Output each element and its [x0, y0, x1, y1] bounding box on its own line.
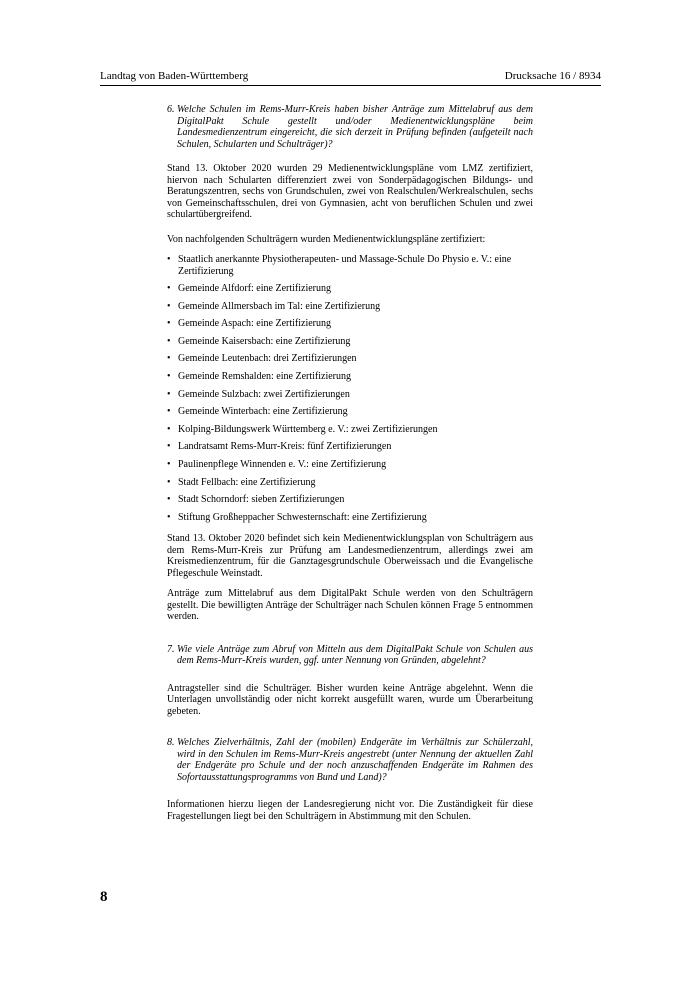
- list-item-text: Stadt Fellbach: eine Zertifizierung: [178, 476, 316, 488]
- list-item: [167, 477, 533, 489]
- list-item-text: Stadt Schorndorf: sieben Zertifizierungen: [178, 494, 345, 506]
- list-item: [167, 494, 533, 506]
- list-item: [167, 459, 533, 471]
- list-item-text: Gemeinde Remshalden: eine Zertifizierung: [178, 371, 351, 383]
- list-item: [167, 301, 533, 313]
- school-authority-list: [167, 254, 533, 523]
- list-item-text: Stiftung Großheppacher Schwesternschaft: eine Zertifizierung: [178, 511, 427, 523]
- list-item: [167, 353, 533, 365]
- question-6: [167, 104, 533, 150]
- list-item: [167, 336, 533, 348]
- question-number: 6.: [167, 104, 175, 115]
- list-item-text: Gemeinde Sulzbach: zwei Zertifizierungen: [178, 388, 350, 400]
- bullet-icon: •: [167, 388, 171, 400]
- list-item-text: Paulinenpflege Winnenden e. V.: eine Zertifizierung: [178, 459, 387, 471]
- list-item: [167, 424, 533, 436]
- list-item-text: Gemeinde Kaisersbach: eine Zertifizierung: [178, 335, 351, 347]
- answer-8-paragraph-1: Informationen hierzu liegen der Landesregierung nicht vor. Die Zuständigkeit für diese Fragestellungen liegt bei den Schulträgern in Abstimmung mit den Schulen.: [167, 799, 533, 822]
- page-header: [100, 70, 601, 83]
- question-8: [167, 737, 533, 783]
- page-content: [167, 104, 533, 822]
- answer-6-paragraph-4: Anträge zum Mittelabruf aus dem DigitalPakt Schule werden von den Schulträgern gestellt. Die bewilligten Anträge der Schulträger nach Schulen können Frage 5 entnommen werden.: [167, 588, 533, 623]
- list-item-text: Gemeinde Leutenbach: drei Zertifizierungen: [178, 353, 357, 365]
- list-item: [167, 406, 533, 418]
- list-item-text: Landratsamt Rems-Murr-Kreis: fünf Zertifizierungen: [178, 441, 392, 453]
- list-item-text: Staatlich anerkannte Physiotherapeuten- und Massage-Schule Do Physio e. V.: eine Zertifizierung: [178, 254, 512, 277]
- list-item: [167, 283, 533, 295]
- bullet-icon: •: [167, 511, 171, 523]
- list-item: [167, 318, 533, 330]
- question-number: 7.: [167, 643, 175, 655]
- bullet-icon: •: [167, 441, 171, 453]
- bullet-icon: •: [167, 254, 171, 265]
- header-rule: [100, 85, 601, 86]
- header-document-number: Drucksache 16 / 8934: [504, 70, 601, 82]
- bullet-icon: •: [167, 300, 171, 312]
- bullet-icon: •: [167, 318, 171, 330]
- bullet-icon: •: [167, 353, 171, 365]
- bullet-icon: •: [167, 335, 171, 347]
- list-item: [167, 371, 533, 383]
- question-text: Welches Zielverhältnis, Zahl der (mobilen) Endgeräte im Verhältnis zur Schülerzahl, wird in den Schulen im Rems-Murr-Kreis angestrebt (unter Nennung der aktuellen Zahl der Endgeräte pro Schule und der noch anzuschaffenden Endgeräte im Rahmen des Sofortausstattungsprogramms von Bund und Land)?: [177, 737, 533, 783]
- list-item-text: Gemeinde Winterbach: eine Zertifizierung: [178, 406, 348, 418]
- answer-6-paragraph-2: Von nachfolgenden Schulträgern wurden Medienentwicklungspläne zertifiziert:: [167, 233, 486, 245]
- answer-6-paragraph-1: Stand 13. Oktober 2020 wurden 29 Medienentwicklungspläne vom LMZ zertifiziert, hiervon nach Schularten differenziert zwei von Sonderpädagogischen Bildungs- und Beratungszentren, sechs von Grundschulen, zwei von Realschulen/Werkrealschulen, sechs von Gemeinschaftsschulen, drei von Gymnasien, acht von beruflichen Schulen und zwei schulartübergreifend.: [167, 163, 533, 220]
- question-7: [167, 644, 533, 667]
- list-item-text: Gemeinde Aspach: eine Zertifizierung: [178, 318, 331, 330]
- list-item: [167, 512, 533, 524]
- page-number: 8: [100, 889, 108, 905]
- bullet-icon: •: [167, 459, 171, 471]
- bullet-icon: •: [167, 406, 171, 418]
- bullet-icon: •: [167, 283, 171, 295]
- bullet-icon: •: [167, 494, 171, 506]
- bullet-icon: •: [167, 423, 171, 435]
- answer-7-paragraph-1: Antragsteller sind die Schulträger. Bisher wurden keine Anträge abgelehnt. Wenn die Unterlagen unvollständig oder nicht korrekt ausgefüllt waren, wurde um Überarbeitung gebeten.: [167, 682, 533, 717]
- answer-6-paragraph-3: Stand 13. Oktober 2020 befindet sich kein Medienentwicklungsplan von Schulträgern aus dem Rems-Murr-Kreis zur Prüfung am Landesmedienzentrum, allerdings zwei am Kreismedienzentrum, für die Ganztagesgrundschule Oberweissach und die Evangelische Pflegeschule Weinstadt.: [167, 533, 533, 579]
- list-item-text: Kolping-Bildungswerk Württemberg e. V.: zwei Zertifizierungen: [178, 423, 438, 435]
- list-item: [167, 441, 533, 453]
- bullet-icon: •: [167, 371, 171, 383]
- list-item: [167, 254, 533, 277]
- bullet-icon: •: [167, 476, 171, 488]
- question-number: 8.: [167, 737, 175, 749]
- list-item-text: Gemeinde Allmersbach im Tal: eine Zertifizierung: [178, 300, 381, 312]
- list-item-text: Gemeinde Alfdorf: eine Zertifizierung: [178, 283, 331, 295]
- question-text: Welche Schulen im Rems-Murr-Kreis haben bisher Anträge zum Mittelabruf aus dem DigitalPakt Schule gestellt und/oder Medienentwicklungspläne beim Landesmedienzentrum eingereicht, die sich derzeit in Prüfung befinden (aufgeteilt nach Schulen, Schularten und Schulträger)?: [177, 104, 533, 150]
- question-text: Wie viele Anträge zum Abruf von Mitteln aus dem DigitalPakt Schule von Schulen aus dem Rems-Murr-Kreis wurden, ggf. unter Nennung von Gründen, abgelehnt?: [177, 643, 533, 667]
- header-parliament: Landtag von Baden-Württemberg: [100, 70, 249, 82]
- list-item: [167, 389, 533, 401]
